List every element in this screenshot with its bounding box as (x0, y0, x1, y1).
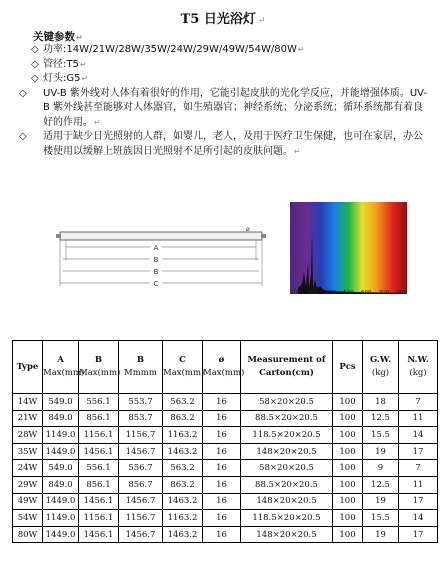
table-row (13, 526, 438, 543)
cell-a: 1149.0 (43, 427, 79, 444)
cell-b-min: 853.7 (119, 410, 163, 427)
cell-type: 29W (13, 476, 43, 493)
cell-c: 1163.2 (163, 427, 203, 444)
cell-type: 49W (13, 493, 43, 510)
spectrum-tick: 500 (343, 290, 354, 296)
document-title-text: T5 日光浴灯 (180, 12, 256, 27)
table-row (13, 443, 438, 460)
paragraph-mark: ↵ (294, 146, 301, 156)
cell-pcs: 100 (333, 493, 363, 510)
cell-b-min: 856.7 (119, 476, 163, 493)
cell-c: 863.2 (163, 410, 203, 427)
cell-type: 14W (13, 394, 43, 411)
cell-diameter: 16 (203, 443, 241, 460)
diamond-bullet-icon: ◇ (31, 73, 39, 84)
section-heading-text: 关键参数 (33, 31, 75, 43)
cell-pcs: 100 (333, 526, 363, 543)
cell-a: 849.0 (43, 410, 79, 427)
cell-type: 21W (13, 410, 43, 427)
table-header-row (13, 341, 438, 394)
cell-carton: 118.5×20×20.5 (241, 427, 333, 444)
diameter-symbol: ø (246, 226, 250, 233)
document-title (0, 8, 446, 27)
cell-diameter: 16 (203, 493, 241, 510)
paragraph-mark: ↵ (257, 16, 266, 26)
dimension-label-b2: B (153, 268, 159, 276)
cell-carton: 58×20×20.5 (241, 394, 333, 411)
header-type: Type (13, 341, 43, 394)
cell-c: 1463.2 (163, 526, 203, 543)
diamond-bullet-icon: ◇ (31, 44, 39, 55)
spec-table-body (13, 394, 438, 543)
cell-c: 563.2 (163, 394, 203, 411)
cell-b-min: 1156.7 (119, 427, 163, 444)
param-item-usage (19, 130, 431, 159)
cell-gw: 18 (363, 394, 399, 411)
cell-type: 54W (13, 510, 43, 527)
spec-table (12, 340, 438, 543)
cell-c: 863.2 (163, 476, 203, 493)
cell-b-min: 1456.7 (119, 526, 163, 543)
cell-carton: 148×20×20.5 (241, 493, 333, 510)
cell-gw: 15.5 (363, 510, 399, 527)
cell-diameter: 16 (203, 427, 241, 444)
table-row (13, 410, 438, 427)
spectrum-chart (290, 199, 407, 297)
tube-body (60, 232, 262, 240)
param-item-uvb (19, 87, 431, 131)
cell-nw: 14 (399, 427, 438, 444)
cell-gw: 19 (363, 443, 399, 460)
cell-pcs: 100 (333, 410, 363, 427)
cell-nw: 17 (399, 493, 438, 510)
paragraph-mark: ↵ (79, 59, 87, 69)
cell-b-max: 556.1 (79, 460, 119, 477)
header-diameter: ø Max(mm) (203, 341, 241, 394)
diamond-bullet-icon: ◇ (19, 87, 27, 99)
cell-c: 563.2 (163, 460, 203, 477)
header-nw: N.W. (kg) (399, 341, 438, 394)
cell-b-min: 1456.7 (119, 443, 163, 460)
paragraph-mark: ↵ (76, 33, 83, 42)
cell-carton: 148×20×20.5 (241, 443, 333, 460)
cell-nw: 17 (399, 526, 438, 543)
cell-b-max: 1456.1 (79, 443, 119, 460)
param-text: 适用于缺少日光照射的人群，如婴儿，老人，及用于医疗卫生保健，也可在家居，办公楼使用以缓解上班族因日光照射不足所引起的皮肤问题。 (43, 131, 423, 157)
spectrum-tick: 600 (361, 290, 372, 296)
cell-b-max: 1456.1 (79, 526, 119, 543)
table-row (13, 493, 438, 510)
dimension-label-b: B (153, 256, 159, 264)
cell-diameter: 16 (203, 410, 241, 427)
param-text: UV-B 紫外线对人体有着很好的作用，它能引起皮肤的光化学反应，并能增强体质。UV-B 紫外线甚至能够对人体器官，如生殖器官；神经系统；分泌系统；循环系统都有着良好的作用。 (43, 87, 428, 128)
spectrum-tick: 300 (307, 290, 319, 296)
cell-a: 1449.0 (43, 526, 79, 543)
cell-c: 1463.2 (163, 493, 203, 510)
param-item-cap (31, 72, 431, 87)
cell-b-max: 1456.1 (79, 493, 119, 510)
cell-gw: 19 (363, 526, 399, 543)
table-row (13, 510, 438, 527)
parameter-list (19, 43, 431, 159)
cell-a: 1449.0 (43, 443, 79, 460)
cell-pcs: 100 (333, 510, 363, 527)
tube-pin-right (261, 234, 266, 238)
cell-gw: 12.5 (363, 410, 399, 427)
spectrum-axis (290, 290, 407, 300)
cell-pcs: 100 (333, 476, 363, 493)
spectrum-tick: 800 (396, 290, 407, 296)
cell-diameter: 16 (203, 394, 241, 411)
table-row (13, 476, 438, 493)
header-gw: G.W. (kg) (363, 341, 399, 394)
cell-b-max: 856.1 (79, 476, 119, 493)
tube-dimension-drawing (56, 226, 266, 288)
cell-c: 1163.2 (163, 510, 203, 527)
section-heading (33, 29, 83, 44)
cell-c: 1463.2 (163, 443, 203, 460)
param-item-power (31, 43, 431, 58)
paragraph-mark: ↵ (81, 74, 89, 83)
cell-a: 1149.0 (43, 510, 79, 527)
header-c: C Max(mm) (163, 341, 203, 394)
cell-carton: 88.5×20×20.5 (241, 476, 333, 493)
cell-pcs: 100 (333, 427, 363, 444)
header-carton: Measurement of Carton(cm) (241, 341, 333, 394)
cell-type: 28W (13, 427, 43, 444)
cell-gw: 15.5 (363, 427, 399, 444)
header-a: A Max(mm) (43, 341, 79, 394)
cell-carton: 118.5×20×20.5 (241, 510, 333, 527)
cell-type: 80W (13, 526, 43, 543)
cell-a: 549.0 (43, 460, 79, 477)
header-pcs: Pcs (333, 341, 363, 394)
header-b-max: B Max(mm) (79, 341, 119, 394)
cell-pcs: 100 (333, 443, 363, 460)
cell-carton: 58×20×20.5 (241, 460, 333, 477)
param-text: 管径:T5 (43, 58, 79, 70)
cell-nw: 7 (399, 394, 438, 411)
cell-b-max: 556.1 (79, 394, 119, 411)
spectrum-tick: 200 (290, 290, 301, 296)
cell-b-min: 1156.7 (119, 510, 163, 527)
table-row (13, 394, 438, 411)
param-item-diameter (31, 58, 431, 73)
header-b-min: B Mmmm (119, 341, 163, 394)
cell-b-max: 1156.1 (79, 510, 119, 527)
cell-gw: 9 (363, 460, 399, 477)
param-text: 功率:14W/21W/28W/35W/24W/29W/49W/54W/80W (43, 44, 297, 55)
table-row (13, 427, 438, 444)
diamond-bullet-icon: ◇ (19, 131, 27, 142)
cell-pcs: 100 (333, 394, 363, 411)
cell-nw: 7 (399, 460, 438, 477)
cell-b-max: 856.1 (79, 410, 119, 427)
cell-nw: 17 (399, 443, 438, 460)
param-text: 灯头:G5 (43, 73, 81, 84)
diamond-bullet-icon: ◇ (31, 58, 39, 70)
cell-gw: 12.5 (363, 476, 399, 493)
cell-type: 35W (13, 443, 43, 460)
cell-carton: 148×20×20.5 (241, 526, 333, 543)
spectrum-tick: 700 (378, 290, 390, 296)
cell-diameter: 16 (203, 460, 241, 477)
tube-pin-left (56, 234, 61, 238)
cell-pcs: 100 (333, 460, 363, 477)
cell-diameter: 16 (203, 510, 241, 527)
cell-type: 24W (13, 460, 43, 477)
cell-a: 1449.0 (43, 493, 79, 510)
cell-nw: 11 (399, 410, 438, 427)
spectrum-tick: 400 (325, 290, 336, 296)
cell-b-max: 1156.1 (79, 427, 119, 444)
cell-carton: 88.5×20×20.5 (241, 410, 333, 427)
cell-nw: 14 (399, 510, 438, 527)
paragraph-mark: ↵ (94, 117, 101, 127)
cell-b-min: 556.7 (119, 460, 163, 477)
cell-b-min: 1456.7 (119, 493, 163, 510)
cell-a: 549.0 (43, 394, 79, 411)
cell-diameter: 16 (203, 476, 241, 493)
dimension-label-a: A (153, 244, 159, 252)
paragraph-mark: ↵ (297, 45, 305, 54)
table-row (13, 460, 438, 477)
cell-a: 849.0 (43, 476, 79, 493)
cell-diameter: 16 (203, 526, 241, 543)
cell-nw: 11 (399, 476, 438, 493)
cell-b-min: 553.7 (119, 394, 163, 411)
dimension-label-c: C (153, 280, 159, 288)
cell-gw: 19 (363, 493, 399, 510)
